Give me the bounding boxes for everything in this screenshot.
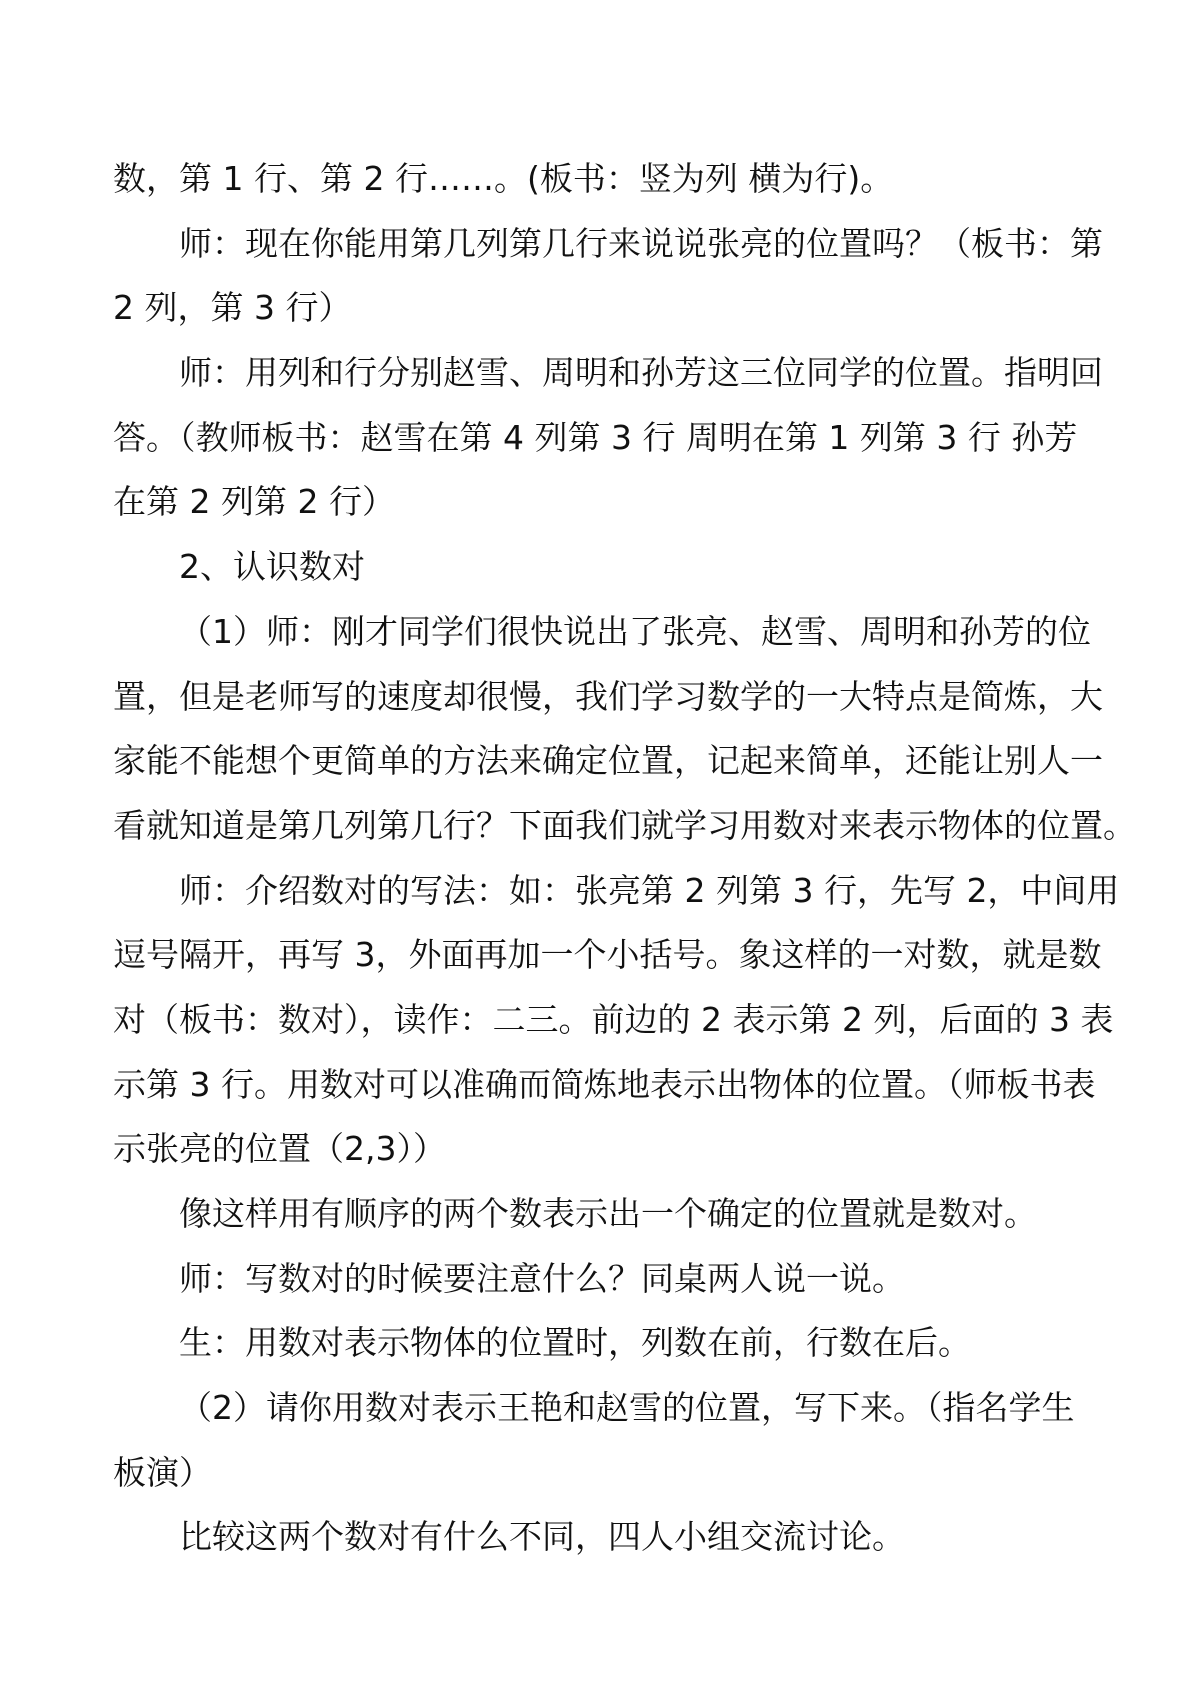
- text-line: 对（板书：数对），读作：二三。前边的 2 表示第 2 列，后面的 3 表: [113, 999, 1114, 1039]
- text-line: 像这样用有顺序的两个数表示出一个确定的位置就是数对。: [179, 1194, 1037, 1233]
- text-line: 师：现在你能用第几列第几行来说说张亮的位置吗？（板书：第: [179, 223, 1103, 263]
- text-line: 师：用列和行分别赵雪、周明和孙芳这三位同学的位置。指明回: [179, 353, 1103, 393]
- text-line: 答。（教师板书：赵雪在第 4 列第 3 行 周明在第 1 列第 3 行 孙芳: [113, 417, 1078, 457]
- text-line: 师：写数对的时候要注意什么？同桌两人说一说。: [179, 1258, 905, 1298]
- text-line: 看就知道是第几列第几行？下面我们就学习用数对来表示物体的位置。: [113, 805, 1136, 845]
- text-line: 逗号隔开，再写 3，外面再加一个小括号。象这样的一对数，就是数: [113, 935, 1102, 975]
- text-line: 生：用数对表示物体的位置时，列数在前，行数在后。: [179, 1323, 971, 1363]
- text-line: 2 列，第 3 行）: [113, 288, 352, 328]
- document-body: [113, 147, 1136, 1570]
- text-line: 示张亮的位置（2,3））: [113, 1129, 446, 1169]
- text-line: （1）师：刚才同学们很快说出了张亮、赵雪、周明和孙芳的位: [179, 611, 1091, 651]
- text-line: 家能不能想个更简单的方法来确定位置，记起来简单，还能让别人一: [113, 741, 1103, 781]
- text-line: 置，但是老师写的速度却很慢，我们学习数学的一大特点是简炼，大: [113, 676, 1103, 716]
- text-line: 比较这两个数对有什么不同，四人小组交流讨论。: [179, 1517, 905, 1557]
- text-line: 板演）: [113, 1452, 212, 1492]
- section-heading: 2、认识数对: [179, 547, 365, 587]
- text-line: 示第 3 行。用数对可以准确而简炼地表示出物体的位置。（师板书表: [113, 1064, 1096, 1104]
- text-line: 在第 2 列第 2 行）: [113, 482, 395, 522]
- text-line: （2）请你用数对表示王艳和赵雪的位置，写下来。（指名学生: [179, 1388, 1075, 1428]
- text-line: 师：介绍数对的写法：如：张亮第 2 列第 3 行，先写 2，中间用: [179, 870, 1120, 910]
- text-line: 数，第 1 行、第 2 行……。(板书：竖为列 横为行)。: [113, 159, 894, 198]
